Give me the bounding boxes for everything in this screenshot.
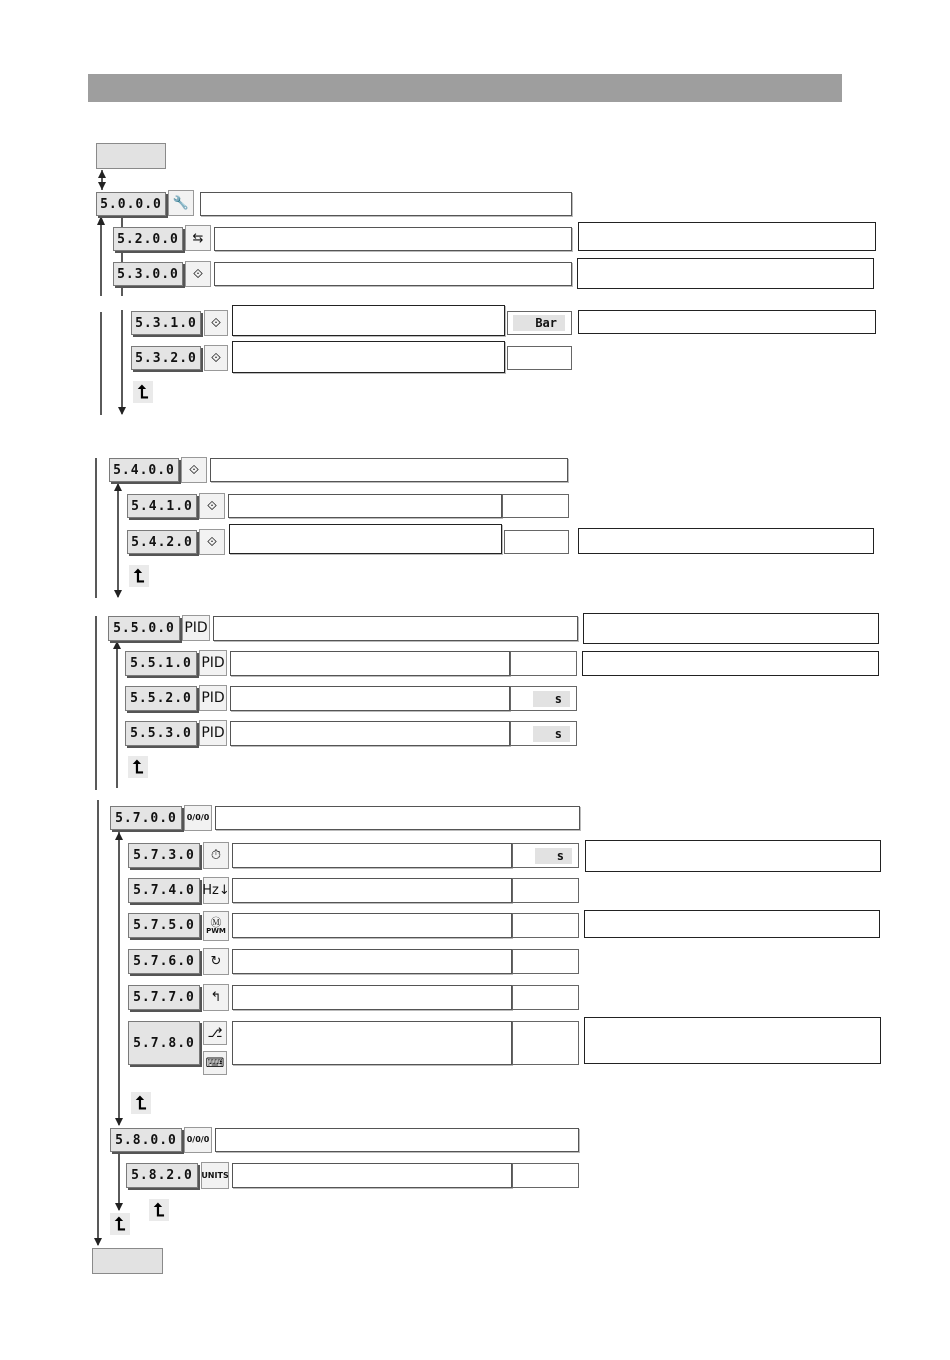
sensor-2-icon: ⟐ bbox=[181, 457, 207, 483]
back-arrow-icon[interactable]: ⮤ bbox=[129, 565, 149, 587]
previous-menu-box[interactable] bbox=[96, 143, 166, 169]
back-arrow-icon[interactable]: ⮤ bbox=[131, 1092, 151, 1114]
unit-box-5520 bbox=[510, 686, 577, 711]
unit-box-5780 bbox=[512, 1021, 579, 1065]
wrench-icon: 🔧 bbox=[168, 190, 194, 216]
next-menu-box[interactable] bbox=[92, 1248, 163, 1274]
sensor-1-icon: ⟐ bbox=[204, 345, 228, 371]
menu-field-5700 bbox=[215, 806, 580, 830]
sensor-2-icon: ⟐ bbox=[199, 493, 225, 519]
menu-code-5310[interactable]: 5.3.1.0 bbox=[131, 311, 201, 335]
menu-field-5000 bbox=[200, 192, 572, 216]
rotation-icon: ↻ bbox=[203, 948, 229, 975]
note-box-5780 bbox=[584, 1017, 881, 1064]
menu-field-5750 bbox=[232, 913, 512, 938]
menu-code-5780[interactable]: 5.7.8.0 bbox=[128, 1021, 200, 1065]
unit-box-5420 bbox=[504, 530, 569, 554]
menu-field-5310 bbox=[232, 305, 505, 336]
unit-box-5820 bbox=[512, 1163, 579, 1188]
reset-arrow-icon: ↰ bbox=[203, 984, 229, 1011]
menu-field-5420 bbox=[229, 524, 502, 554]
menu-field-5530 bbox=[230, 721, 510, 746]
unit-box-5310 bbox=[507, 311, 572, 335]
sensor-1-icon: ⟐ bbox=[185, 261, 211, 287]
menu-code-5420[interactable]: 5.4.2.0 bbox=[127, 530, 197, 554]
back-arrow-icon[interactable]: ⮤ bbox=[128, 756, 148, 778]
menu-field-5400 bbox=[210, 458, 568, 482]
note-box-5730 bbox=[585, 840, 881, 872]
unit-label: s bbox=[533, 726, 570, 742]
menu-code-5820[interactable]: 5.8.2.0 bbox=[126, 1163, 198, 1188]
keyboard-icon: ⌨ bbox=[203, 1051, 227, 1075]
note-box-5200 bbox=[578, 222, 876, 251]
unit-box-5740 bbox=[512, 878, 579, 903]
menu-field-5820 bbox=[232, 1163, 512, 1188]
pid-i-icon: PID bbox=[199, 685, 227, 711]
pwm-label: PWM bbox=[206, 927, 226, 935]
menu-field-5520 bbox=[230, 686, 510, 711]
menu-field-5800 bbox=[215, 1128, 579, 1152]
menu-field-5200 bbox=[214, 227, 572, 251]
section-header-bar bbox=[88, 74, 842, 102]
unit-box-5530 bbox=[510, 721, 577, 746]
note-box-5310 bbox=[578, 310, 876, 334]
wrench-arrows-icon: ⇆ bbox=[185, 225, 211, 251]
timer-icon: ⏱ bbox=[203, 842, 229, 869]
menu-code-5410[interactable]: 5.4.1.0 bbox=[127, 494, 197, 518]
unit-label: Bar bbox=[513, 315, 565, 331]
unit-box-5750 bbox=[512, 913, 579, 938]
menu-code-5730[interactable]: 5.7.3.0 bbox=[128, 843, 200, 868]
menu-field-5410 bbox=[228, 494, 502, 518]
menu-field-5320 bbox=[232, 341, 505, 373]
note-box-5420 bbox=[578, 528, 874, 554]
menu-field-5760 bbox=[232, 949, 512, 974]
menu-field-5510 bbox=[230, 651, 510, 676]
menu-code-5300[interactable]: 5.3.0.0 bbox=[113, 262, 183, 286]
units-icon: UNITS bbox=[201, 1162, 229, 1189]
valve-icon: ⎇ bbox=[203, 1021, 227, 1045]
menu-field-5740 bbox=[232, 878, 512, 903]
unit-label: s bbox=[535, 848, 572, 864]
menu-code-5000[interactable]: 5.0.0.0 bbox=[96, 192, 166, 216]
menu-code-5500[interactable]: 5.5.0.0 bbox=[108, 616, 180, 641]
sensor-2-icon: ⟐ bbox=[199, 529, 225, 555]
pid-p-icon: PID bbox=[199, 650, 227, 676]
menu-code-5320[interactable]: 5.3.2.0 bbox=[131, 346, 201, 370]
pid-icon: PID bbox=[182, 615, 210, 641]
menu-code-5700[interactable]: 5.7.0.0 bbox=[110, 806, 182, 830]
menu-code-5760[interactable]: 5.7.6.0 bbox=[128, 949, 200, 974]
unit-box-5410 bbox=[502, 494, 569, 518]
digital-io-1-icon: 0/0/0 bbox=[184, 805, 212, 831]
unit-box-5730 bbox=[512, 843, 579, 868]
pid-d-icon: PID bbox=[199, 720, 227, 746]
menu-code-5520[interactable]: 5.5.2.0 bbox=[125, 686, 197, 711]
menu-code-5770[interactable]: 5.7.7.0 bbox=[128, 985, 200, 1010]
motor-glyph: Ⓜ bbox=[210, 916, 222, 929]
back-arrow-icon[interactable]: ⮤ bbox=[133, 381, 153, 403]
note-box-5300 bbox=[577, 258, 874, 289]
unit-box-5760 bbox=[512, 949, 579, 974]
unit-box-5320 bbox=[507, 346, 572, 370]
menu-field-5770 bbox=[232, 985, 512, 1010]
menu-field-5780 bbox=[232, 1021, 512, 1065]
unit-label: s bbox=[533, 691, 570, 707]
note-box-5500 bbox=[583, 613, 879, 644]
menu-code-5800[interactable]: 5.8.0.0 bbox=[110, 1128, 182, 1152]
menu-code-5200[interactable]: 5.2.0.0 bbox=[113, 227, 183, 251]
frequency-down-icon: Hz↓ bbox=[203, 877, 229, 904]
menu-field-5730 bbox=[232, 843, 512, 868]
menu-field-5300 bbox=[214, 262, 572, 286]
motor-pwm-icon bbox=[203, 911, 229, 941]
menu-code-5740[interactable]: 5.7.4.0 bbox=[128, 878, 200, 903]
back-arrow-icon[interactable]: ⮤ bbox=[149, 1199, 169, 1221]
menu-code-5510[interactable]: 5.5.1.0 bbox=[125, 651, 197, 676]
unit-box-5770 bbox=[512, 985, 579, 1010]
menu-field-5500 bbox=[213, 616, 578, 641]
sensor-1-icon: ⟐ bbox=[204, 310, 228, 336]
menu-code-5530[interactable]: 5.5.3.0 bbox=[125, 721, 197, 746]
note-box-5510 bbox=[582, 651, 879, 676]
back-arrow-icon[interactable]: ⮤ bbox=[110, 1213, 130, 1235]
unit-box-5510 bbox=[510, 651, 577, 676]
digital-io-2-icon: 0/0/0 bbox=[184, 1127, 212, 1153]
note-box-5750 bbox=[584, 910, 880, 938]
menu-code-5750[interactable]: 5.7.5.0 bbox=[128, 913, 200, 938]
menu-code-5400[interactable]: 5.4.0.0 bbox=[109, 458, 179, 482]
